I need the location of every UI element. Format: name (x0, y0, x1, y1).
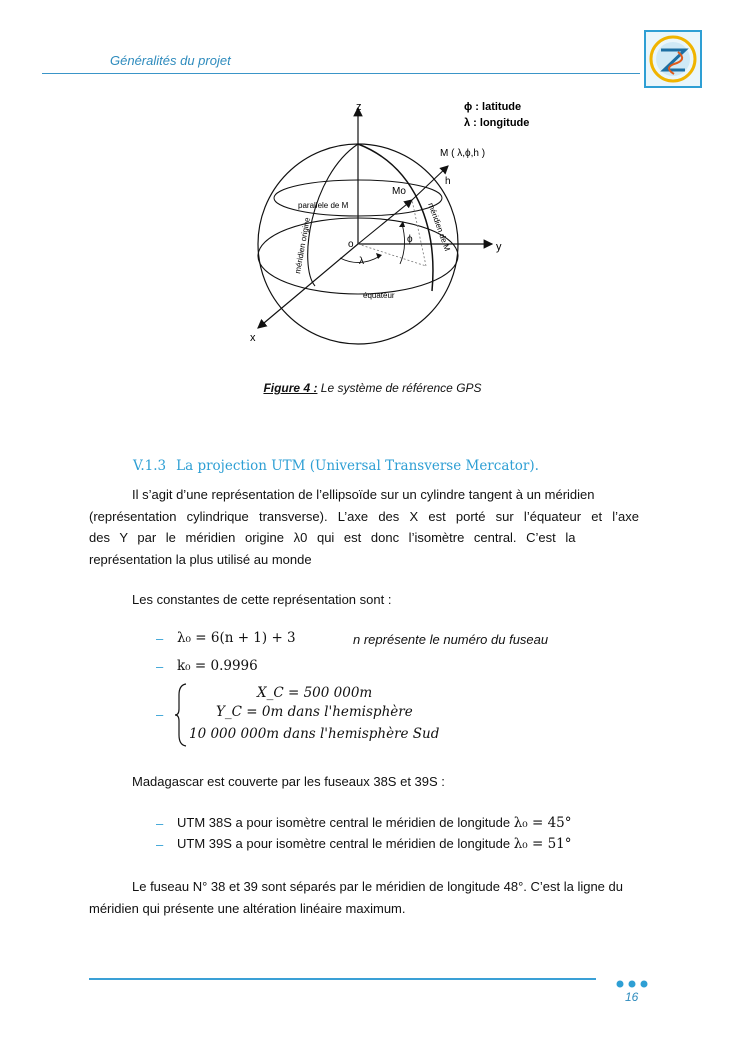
footer-dots (615, 979, 649, 989)
utm38-math: λ₀ = 45° (513, 815, 572, 831)
section-title: La projection UTM (Universal Transverse Mercator). (176, 458, 539, 474)
label-meridien-origine: méridien origine (293, 216, 312, 275)
utm39-item (177, 836, 572, 852)
bullet-dash: – (156, 707, 164, 722)
legend-lambda: λ : longitude (464, 117, 530, 129)
label-x: x (250, 332, 256, 344)
utm38-item (177, 815, 572, 831)
conclusion-paragraph (89, 876, 639, 919)
lambda0-formula: λ₀ = 6(n + 1) + 3 (177, 630, 296, 646)
caption-text: Le système de référence GPS (317, 381, 482, 395)
label-mo: Mo (392, 186, 406, 197)
utm39-text: UTM 39S a pour isomètre central le méridien de longitude (177, 836, 514, 851)
label-z: z (356, 101, 362, 113)
yc-formula: Y_C = 0m dans l'hemisphère (216, 704, 413, 720)
label-h: h (445, 176, 451, 187)
bullet-dash: – (156, 816, 164, 831)
label-parallele: parallele de M (298, 201, 349, 210)
k0-formula: k₀ = 0.9996 (177, 658, 258, 674)
label-meridien-m: méridien de M (426, 201, 452, 253)
gps-reference-figure (240, 96, 540, 346)
footer-rule (89, 978, 596, 980)
normal-h (412, 166, 448, 200)
section-heading (133, 458, 539, 474)
utm39-math: λ₀ = 51° (513, 836, 572, 852)
section-number: V.1.3 (133, 458, 167, 474)
bullet-dash: – (156, 631, 164, 646)
label-equateur: équateur (363, 291, 395, 300)
bullet-dash: – (156, 837, 164, 852)
constants-intro-text: Les constantes de cette représentation sont : (132, 592, 392, 607)
utm38-text: UTM 38S a pour isomètre central le méridien de longitude (177, 815, 514, 830)
caption-label: Figure 4 : (263, 381, 318, 395)
madagascar-intro-text: Madagascar est couverte par les fuseaux 38S et 39S : (132, 774, 445, 789)
paragraph-line: méridien qui présente une altération linéaire maximum. (89, 900, 406, 916)
madagascar-intro (89, 771, 639, 793)
bullet-dash: – (156, 659, 164, 674)
label-lambda: λ (359, 256, 364, 267)
label-y: y (496, 241, 502, 253)
paragraph-line: Le fuseau N° 38 et 39 sont séparés par le méridien de longitude 48°. C’est la ligne du (132, 879, 623, 894)
label-phi: ϕ (407, 234, 413, 245)
yc-sud-formula: 10 000 000m dans l'hemisphère Sud (189, 726, 440, 742)
paragraph-line: (représentation cylindrique transverse). L’axe des X est porté sur l’équateur et l’axe (89, 508, 639, 524)
label-point-m: M ( λ,ϕ,h ) (440, 148, 486, 159)
paragraph-line: représentation la plus utilisé au monde (89, 551, 312, 567)
figure-caption (0, 381, 745, 395)
header-title: Généralités du projet (110, 53, 231, 68)
legend-phi: ϕ : latitude (464, 101, 522, 113)
header-rule (42, 73, 640, 74)
page-number: 16 (625, 990, 639, 1004)
paragraph-line: Il s’agit d’une représentation de l’ellipsoïde sur un cylindre tangent à un méridien (132, 487, 595, 502)
paragraph-line: des Y par le méridien origine λ0 qui est donc l’isomètre central. C’est la (89, 530, 576, 545)
xc-formula: X_C = 500 000m (257, 685, 373, 701)
constants-intro (89, 589, 639, 611)
label-o: o (348, 239, 354, 250)
lambda0-note: n représente le numéro du fuseau (353, 632, 549, 647)
projection-line (358, 244, 426, 266)
system-brace (174, 683, 188, 747)
university-logo (644, 30, 702, 88)
intro-paragraph (89, 484, 639, 570)
meridian-of-m (358, 144, 433, 291)
